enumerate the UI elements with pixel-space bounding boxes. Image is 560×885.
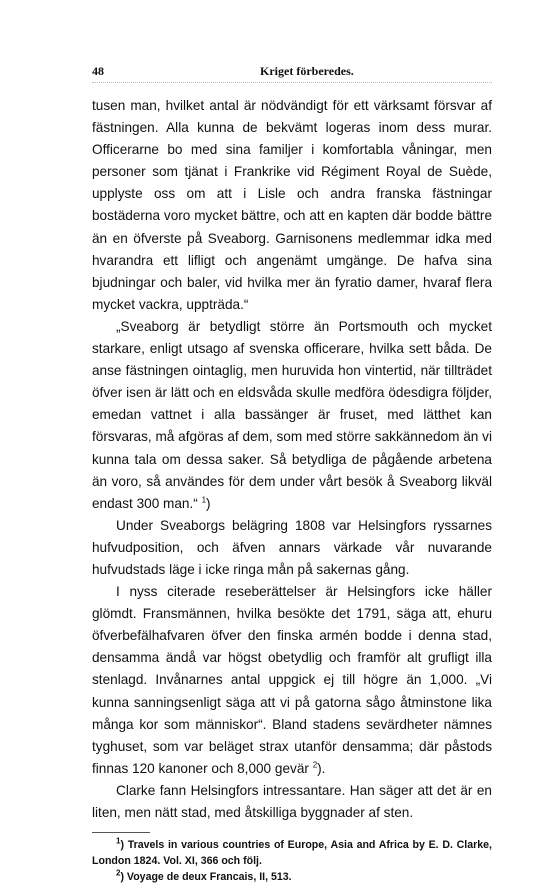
body-text	[92, 95, 492, 824]
footnote-2	[92, 869, 492, 885]
footnote-rule	[92, 832, 150, 833]
footnote-ref-2: 2	[312, 760, 318, 770]
footnotes	[92, 837, 492, 885]
header-rule	[92, 82, 492, 83]
paragraph-5-text: Clarke fann Helsingfors intressantare. Han säger att det är en liten, men nätt stad, med åtskilliga byggnader af sten.	[92, 782, 492, 820]
footnote-2-text: ) Voyage de deux Francais, II, 513.	[120, 871, 292, 884]
footnote-1-text: ) Travels in various countries of Europe, Asia and Africa by E. D. Clarke, London 1824. Vol. XI, 366 och följ.	[92, 839, 492, 868]
paragraph-2-text: „Sveaborg är betydligt större än Portsmouth och mycket starkare, enligt utsago af svenska officerare, hvilka sett båda. De anse fästningen ointaglig, men huruvida hon vintertid, när tillträdet öfver isen är lätt och en eldsvåda skulle medföra ödesdigra följder, emedan vattnet i alla bassänger är fruset, med lätthet kan försvaras, må afgöras af dem, som med större sakkännedom än vi kunna tala om dessa saker. Så betydliga de pågående arbetena än voro, så användes för dem under vårt besök å Sveaborg likväl endast 300 man.“	[92, 318, 492, 511]
book-page	[92, 58, 492, 885]
footnote-2-marker: 2	[116, 868, 121, 878]
running-head-title: Kriget förberedes.	[260, 64, 354, 78]
page-number: 48	[92, 64, 104, 78]
paragraph-4	[92, 581, 492, 780]
paragraph-4-text: I nyss citerade reseberättelser är Helsingfors icke häller glömdt. Fransmännen, hvilka besökte det 1791, säga att, ehuru öfverbefälhafvaren öfver den finska armén bodde i denna stad, densamma ändå var högst obetydlig och framför alt grufligt illa stenlagd. Invånarnes antal uppgick ej till högre än 1,000. „Vi kunna sanningsenligt säga att vi på gatorna sågo åtminstone lika många kor som människor“. Bland stadens sevärdheter nämnes tyghuset, som var beläget strax utanför densamma; där påstods finnas 120 kanoner och 8,000 gevär	[92, 584, 492, 776]
footnote-1-marker: 1	[116, 836, 121, 846]
running-head	[92, 58, 492, 80]
paragraph-1	[92, 95, 492, 316]
paragraph-5	[92, 780, 492, 824]
paragraph-1-text: tusen man, hvilket antal är nödvändigt för ett värksamt försvar af fästningen. Alla kunna de bekvämt logeras inom dess murar. Officerarne bo med sina familjer i komfortabla våningar, men personer som tjänat i Frankrike vid Régiment Royal de Suède, upplyste oss om att i Lisle och andra franska fästningar bostäderna voro mycket bättre, och att en kapten där bodde bättre än en öfverste på Sveaborg. Garnisonens medlemmar idka med hvarandra ett lifligt och angenämt umgänge. De hafva sina bjudningar och baler, vid hvilka mer än fyratio damer, hvaraf flera mycket vackra, uppträda.“	[92, 98, 492, 312]
paragraph-3-text: Under Sveaborgs belägring 1808 var Helsingfors ryssarnes hufvudposition, och äfven annars värkade vår nuvarande hufvudstads läge i icke ringa mån på sakernas gång.	[92, 517, 492, 577]
footnote-ref-1: 1	[201, 495, 207, 505]
paragraph-4-end: ).	[317, 760, 326, 776]
paragraph-2: „Sveaborg är betydligt större än Portsmouth och mycket starkare, enligt utsago af svenska officerare, hvilka sett båda. De anse fästningen ointaglig, men huruvida hon vintertid, när tillträdet öfver isen är lätt och en eldsvåda skulle medföra ödesdigra följder, emedan vattnet i alla bassänger är fruset, med lätthet kan försvaras, må afgöras af dem, som med större sakkännedom än vi kunna tala om dessa saker. Så betydliga de pågående arbetena än voro, så användes för dem under vårt besök å Sveaborg likväl endast 300 man.“ $^1$)	[92, 318, 492, 511]
footnote-1	[92, 837, 492, 869]
paragraph-3	[92, 515, 492, 581]
